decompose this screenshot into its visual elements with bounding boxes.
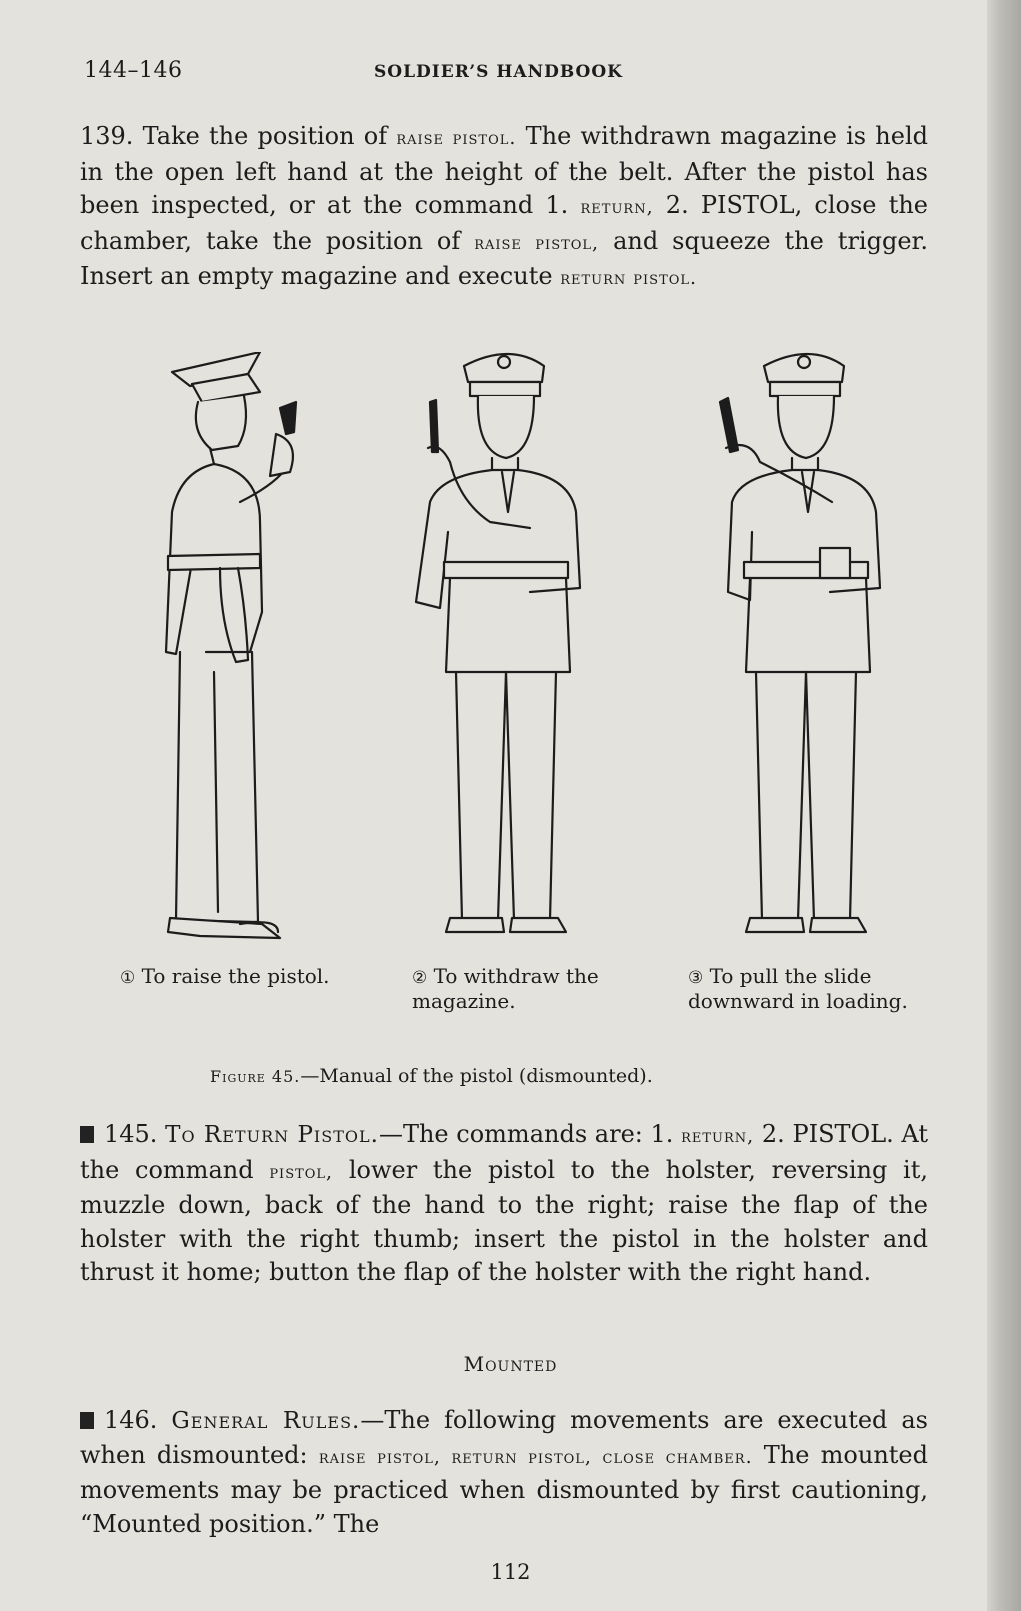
page-number: 112	[490, 1560, 531, 1584]
section-marker-icon	[80, 1126, 94, 1143]
caption-1: ① To raise the pistol.	[120, 964, 330, 988]
figure-45-illustration	[110, 352, 930, 960]
soldier-figure-3	[720, 354, 880, 932]
paragraph-number: 145.	[104, 1120, 158, 1148]
paragraph-number: 139.	[80, 122, 134, 150]
paragraph-146: 146. General Rules.—The following movements are executed as when dismounted: raise pistol, return pistol, close chamber. The mounted movements may be practiced when dismounted by first cautioning, “Mounted position.” The	[80, 1406, 928, 1538]
paragraph-145: 145. To Return Pistol.—The commands are: 1. return, 2. PISTOL. At the command pistol, lower the pistol to the holster, reversing it, muzzle down, back of the hand to the right; raise the flap of the holster with the right thumb; insert the pistol in the holster and thrust it home; button the flap of the holster with the right hand.	[80, 1120, 928, 1286]
figure-title: Figure 45.—Manual of the pistol (dismounted).	[210, 1065, 653, 1087]
section-marker-icon	[80, 1412, 94, 1429]
paragraph-heading: General Rules.	[171, 1408, 361, 1434]
running-header	[84, 58, 928, 88]
soldier-figure-2	[416, 354, 580, 932]
paragraph-number: 146.	[104, 1406, 158, 1434]
paragraph-139: 139. Take the position of raise pistol. The withdrawn magazine is held in the open left hand at the height of the belt. After the pistol has been inspected, or at the command 1. return, 2. PISTOL, close the chamber, take the position of raise pistol, and squeeze the trigger. Insert an empty magazine and execute return pistol.	[80, 122, 929, 290]
paragraph-range: 144–146	[84, 58, 183, 83]
paragraph-heading: To Return Pistol.	[165, 1122, 379, 1148]
soldier-figure-1	[166, 352, 296, 938]
caption-2: ② To withdraw the magazine.	[412, 964, 599, 1013]
book-title: SOLDIER’S HANDBOOK	[374, 62, 623, 82]
section-heading: Mounted	[463, 1352, 558, 1376]
caption-3: ③ To pull the slide downward in loading.	[688, 964, 908, 1013]
